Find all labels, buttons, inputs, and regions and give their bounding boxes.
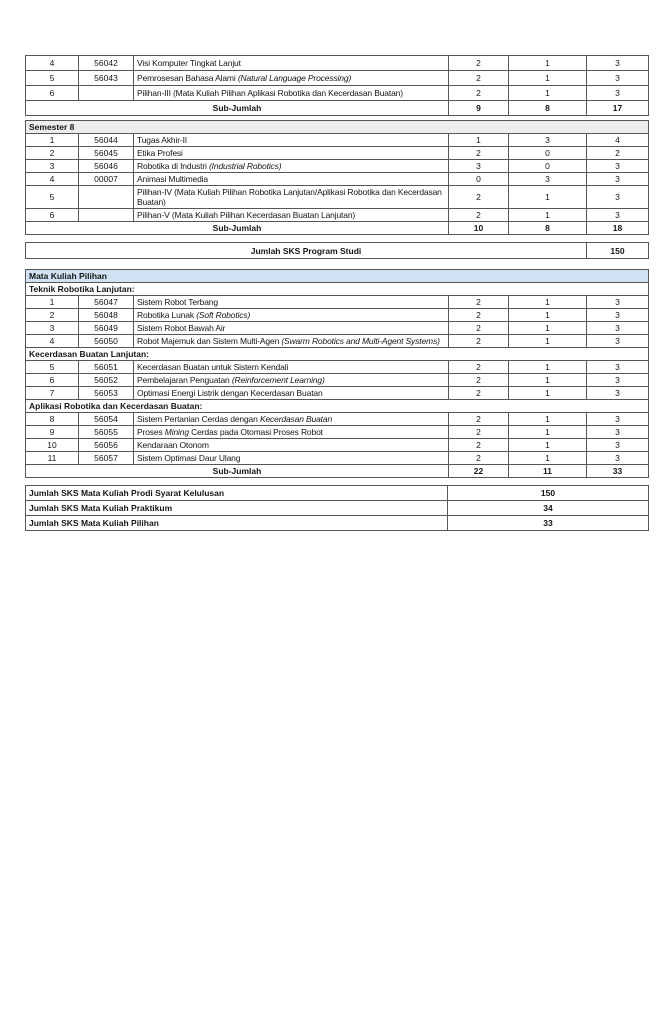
program-total-row: [26, 243, 649, 259]
subtotal-practice: 8: [509, 101, 587, 116]
theory-sks: 1: [449, 134, 509, 147]
elective-group-heading: Kecerdasan Buatan Lanjutan:: [26, 348, 649, 361]
theory-sks: 2: [449, 186, 509, 209]
subtotal-practice: 11: [509, 465, 587, 478]
sks-summary-table: [25, 485, 649, 531]
course-row: [26, 439, 649, 452]
course-code: [79, 209, 134, 222]
course-number: 1: [26, 296, 79, 309]
course-name: [134, 413, 449, 426]
course-name: [134, 426, 449, 439]
total-sks: 3: [587, 209, 649, 222]
course-code: 56043: [79, 71, 134, 86]
course-name: [134, 173, 449, 186]
course-row: [26, 173, 649, 186]
course-name-part: Pilihan-V (Mata Kuliah Pilihan Kecerdasan Buatan Lanjutan): [137, 210, 356, 220]
course-name-part: Robotika Lunak: [137, 310, 197, 320]
elective-group-heading-row: [26, 348, 649, 361]
electives-title: Mata Kuliah Pilihan: [26, 270, 649, 283]
semester7-courses-table: [25, 55, 649, 116]
practice-sks: 1: [509, 413, 587, 426]
subtotal-row: [26, 465, 649, 478]
practice-sks: 1: [509, 452, 587, 465]
practice-sks: 1: [509, 387, 587, 400]
course-code: 56053: [79, 387, 134, 400]
course-number: 8: [26, 413, 79, 426]
theory-sks: 0: [449, 173, 509, 186]
practice-sks: 3: [509, 134, 587, 147]
elective-group-heading: Teknik Robotika Lanjutan:: [26, 283, 649, 296]
total-sks: 3: [587, 361, 649, 374]
total-sks: 3: [587, 296, 649, 309]
course-name-part: Robotika di Industri: [137, 161, 209, 171]
theory-sks: 2: [449, 147, 509, 160]
course-number: 10: [26, 439, 79, 452]
elective-courses-table: [25, 269, 649, 478]
course-number: 5: [26, 71, 79, 86]
course-code: 56047: [79, 296, 134, 309]
total-sks: 3: [587, 374, 649, 387]
theory-sks: 2: [449, 426, 509, 439]
subtotal-practice: 8: [509, 222, 587, 235]
course-row: [26, 296, 649, 309]
summary-value: 150: [448, 486, 649, 501]
course-number: 9: [26, 426, 79, 439]
subtotal-credits: 33: [587, 465, 649, 478]
course-row: [26, 209, 649, 222]
course-row: [26, 413, 649, 426]
course-name: [134, 86, 449, 101]
course-name-italic-part: (Natural Language Processing): [237, 73, 352, 83]
course-name: [134, 452, 449, 465]
practice-sks: 1: [509, 361, 587, 374]
summary-row: [26, 486, 649, 501]
course-row: [26, 426, 649, 439]
theory-sks: 2: [449, 387, 509, 400]
total-sks: 3: [587, 309, 649, 322]
course-name-part: Etika Profesi: [137, 148, 183, 158]
course-row: [26, 361, 649, 374]
course-number: 6: [26, 209, 79, 222]
course-code: [79, 86, 134, 101]
course-code: 56057: [79, 452, 134, 465]
course-name-part: Optimasi Energi Listrik dengan Kecerdasan Buatan: [137, 388, 323, 398]
electives-header-row: [26, 270, 649, 283]
theory-sks: 2: [449, 335, 509, 348]
course-code: 56050: [79, 335, 134, 348]
course-name-part: Kecerdasan Buatan untuk Sistem Kendali: [137, 362, 289, 372]
course-name: [134, 71, 449, 86]
program-total-table: [25, 242, 649, 259]
course-name-part: Sistem Optimasi Daur Ulang: [137, 453, 241, 463]
course-number: 3: [26, 322, 79, 335]
course-code: 56042: [79, 56, 134, 71]
course-name-part: Pemrosesan Bahasa Alami: [137, 73, 238, 83]
course-name-italic-part: (Soft Robotics): [196, 310, 251, 320]
course-name: [134, 439, 449, 452]
subtotal-theory: 22: [449, 465, 509, 478]
practice-sks: 1: [509, 209, 587, 222]
course-number: 4: [26, 56, 79, 71]
subtotal-theory: 10: [449, 222, 509, 235]
total-sks: 3: [587, 439, 649, 452]
total-sks: 3: [587, 452, 649, 465]
semester8-courses-table: [25, 120, 649, 235]
total-sks: 3: [587, 71, 649, 86]
total-sks: 3: [587, 186, 649, 209]
course-name-part: Sistem Robot Bawah Air: [137, 323, 226, 333]
total-sks: 3: [587, 335, 649, 348]
course-number: 5: [26, 186, 79, 209]
subtotal-theory: 9: [449, 101, 509, 116]
course-name: [134, 160, 449, 173]
course-row: [26, 322, 649, 335]
course-name-part: Proses: [137, 427, 165, 437]
course-row: [26, 134, 649, 147]
practice-sks: 1: [509, 426, 587, 439]
summary-value: 33: [448, 516, 649, 531]
summary-label: Jumlah SKS Mata Kuliah Pilihan: [26, 516, 448, 531]
course-name-italic-part: Mining: [164, 427, 189, 437]
course-row: [26, 56, 649, 71]
subtotal-credits: 17: [587, 101, 649, 116]
course-name: [134, 209, 449, 222]
theory-sks: 2: [449, 209, 509, 222]
course-row: [26, 387, 649, 400]
course-name-part: Tugas Akhir-II: [137, 135, 188, 145]
summary-value: 34: [448, 501, 649, 516]
course-name-part: Pilihan-IV (Mata Kuliah Pilihan Robotika Lanjutan/Aplikasi Robotika dan Kecerdasan Buatan): [137, 187, 442, 207]
total-sks: 2: [587, 147, 649, 160]
practice-sks: 1: [509, 309, 587, 322]
course-name-part: Animasi Multimedia: [137, 174, 208, 184]
page-content: [25, 55, 648, 531]
course-row: [26, 452, 649, 465]
course-row: [26, 86, 649, 101]
course-name: [134, 361, 449, 374]
course-name: [134, 309, 449, 322]
course-code: 00007: [79, 173, 134, 186]
course-number: 7: [26, 387, 79, 400]
course-name-italic-part: (Swarm Robotics and Multi-Agent Systems): [281, 336, 440, 346]
summary-label: Jumlah SKS Mata Kuliah Praktikum: [26, 501, 448, 516]
course-name: [134, 134, 449, 147]
theory-sks: 2: [449, 413, 509, 426]
subtotal-label: Sub-Jumlah: [26, 465, 449, 478]
subtotal-row: [26, 222, 649, 235]
course-name-part: Visi Komputer Tingkat Lanjut: [137, 58, 241, 68]
course-number: 6: [26, 86, 79, 101]
course-number: 11: [26, 452, 79, 465]
total-sks: 3: [587, 322, 649, 335]
theory-sks: 2: [449, 296, 509, 309]
subtotal-credits: 18: [587, 222, 649, 235]
course-name: [134, 296, 449, 309]
course-name: [134, 322, 449, 335]
course-name-part: Kendaraan Otonom: [137, 440, 209, 450]
course-name: [134, 56, 449, 71]
theory-sks: 2: [449, 439, 509, 452]
course-number: 2: [26, 147, 79, 160]
course-number: 5: [26, 361, 79, 374]
subtotal-label: Sub-Jumlah: [26, 101, 449, 116]
course-code: 56048: [79, 309, 134, 322]
total-sks: 3: [587, 387, 649, 400]
course-code: [79, 186, 134, 209]
practice-sks: 1: [509, 296, 587, 309]
practice-sks: 1: [509, 71, 587, 86]
course-code: 56045: [79, 147, 134, 160]
course-code: 56056: [79, 439, 134, 452]
total-sks: 3: [587, 173, 649, 186]
course-name-part: Cerdas pada Otomasi Proses Robot: [188, 427, 323, 437]
course-name: [134, 335, 449, 348]
program-total-value: 150: [587, 243, 649, 259]
program-total-label: Jumlah SKS Program Studi: [26, 243, 587, 259]
course-name: [134, 374, 449, 387]
subtotal-label: Sub-Jumlah: [26, 222, 449, 235]
course-number: 4: [26, 335, 79, 348]
summary-row: [26, 501, 649, 516]
theory-sks: 2: [449, 374, 509, 387]
total-sks: 4: [587, 134, 649, 147]
total-sks: 3: [587, 413, 649, 426]
course-code: 56051: [79, 361, 134, 374]
course-row: [26, 147, 649, 160]
course-row: [26, 335, 649, 348]
theory-sks: 2: [449, 309, 509, 322]
practice-sks: 1: [509, 335, 587, 348]
summary-label: Jumlah SKS Mata Kuliah Prodi Syarat Kelulusan: [26, 486, 448, 501]
course-number: 1: [26, 134, 79, 147]
summary-row: [26, 516, 649, 531]
total-sks: 3: [587, 160, 649, 173]
course-name: [134, 387, 449, 400]
practice-sks: 1: [509, 56, 587, 71]
course-name-italic-part: Kecerdasan Buatan: [259, 414, 333, 424]
practice-sks: 3: [509, 173, 587, 186]
course-name: [134, 147, 449, 160]
practice-sks: 1: [509, 86, 587, 101]
practice-sks: 0: [509, 147, 587, 160]
theory-sks: 2: [449, 361, 509, 374]
theory-sks: 3: [449, 160, 509, 173]
course-number: 4: [26, 173, 79, 186]
course-code: 56044: [79, 134, 134, 147]
practice-sks: 0: [509, 160, 587, 173]
total-sks: 3: [587, 56, 649, 71]
course-row: [26, 374, 649, 387]
course-name-part: Sistem Robot Terbang: [137, 297, 218, 307]
course-code: 56054: [79, 413, 134, 426]
course-name-part: Pilihan-III (Mata Kuliah Pilihan Aplikasi Robotika dan Kecerdasan Buatan): [137, 88, 403, 98]
theory-sks: 2: [449, 71, 509, 86]
elective-group-heading-row: [26, 283, 649, 296]
practice-sks: 1: [509, 374, 587, 387]
course-number: 2: [26, 309, 79, 322]
total-sks: 3: [587, 86, 649, 101]
course-row: [26, 186, 649, 209]
elective-group-heading: Aplikasi Robotika dan Kecerdasan Buatan:: [26, 400, 649, 413]
course-row: [26, 71, 649, 86]
practice-sks: 1: [509, 322, 587, 335]
course-number: 3: [26, 160, 79, 173]
course-name-italic-part: (Industrial Robotics): [208, 161, 282, 171]
semester8-title: Semester 8: [26, 121, 649, 134]
course-code: 56052: [79, 374, 134, 387]
course-name-italic-part: (Reinforcement Learning): [231, 375, 325, 385]
theory-sks: 2: [449, 452, 509, 465]
practice-sks: 1: [509, 186, 587, 209]
course-name: [134, 186, 449, 209]
course-code: 56049: [79, 322, 134, 335]
theory-sks: 2: [449, 56, 509, 71]
course-code: 56055: [79, 426, 134, 439]
course-name-part: Pembelajaran Penguatan: [137, 375, 232, 385]
theory-sks: 2: [449, 86, 509, 101]
practice-sks: 1: [509, 439, 587, 452]
course-name-part: Sistem Pertanian Cerdas dengan: [137, 414, 260, 424]
course-number: 6: [26, 374, 79, 387]
theory-sks: 2: [449, 322, 509, 335]
total-sks: 3: [587, 426, 649, 439]
course-code: 56046: [79, 160, 134, 173]
semester8-header-row: [26, 121, 649, 134]
course-name-part: Robot Majemuk dan Sistem Multi-Agen: [137, 336, 282, 346]
subtotal-row: [26, 101, 649, 116]
elective-group-heading-row: [26, 400, 649, 413]
course-row: [26, 309, 649, 322]
course-row: [26, 160, 649, 173]
